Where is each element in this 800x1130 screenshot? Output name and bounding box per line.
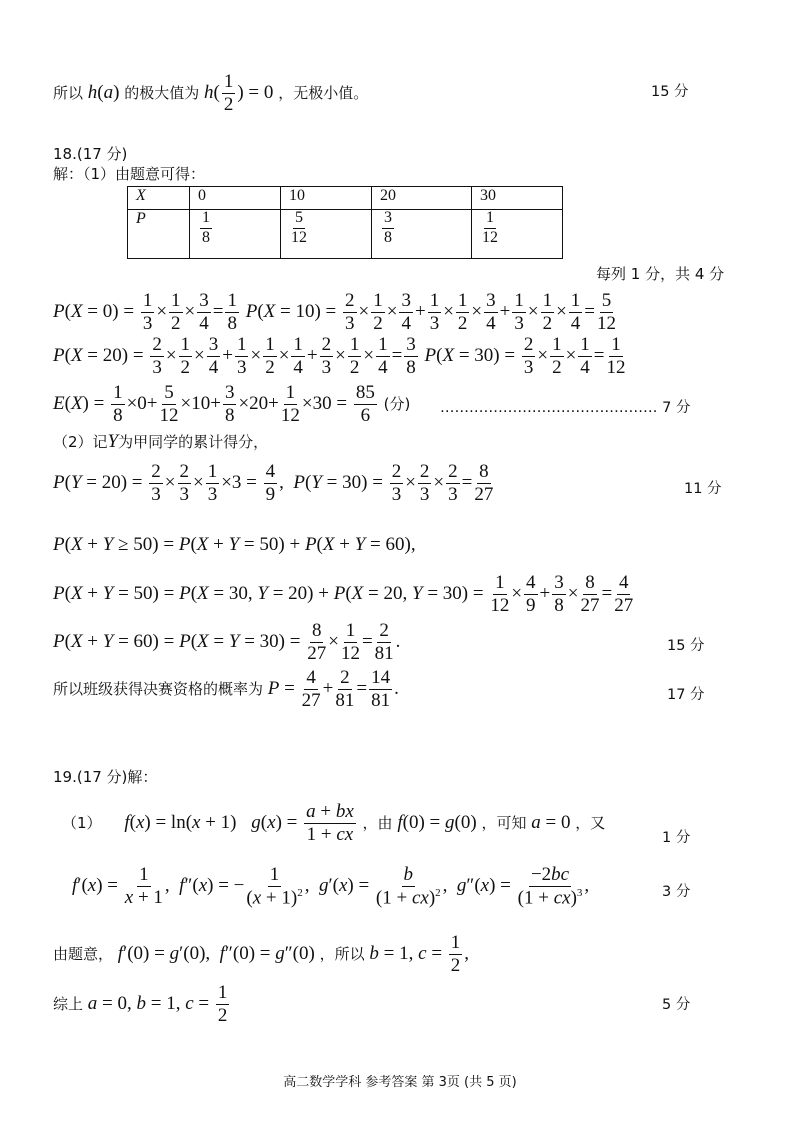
q19-line1: （1） f(x) = ln(x + 1) g(x) = $\frac{a + bx}{1 + cx}$ ，由 f(0) = g(0) ，可知 a = 0 ，又: [62, 801, 606, 845]
q18-conclusion: 所以班级获得决赛资格的概率为 P = $\frac{4}{27}$ + $\frac{2}{81}$ = $\frac{14}{81}$ .: [53, 667, 399, 711]
table-cell: X: [128, 187, 190, 210]
text-suffix: ，无极小值。: [278, 83, 369, 102]
score-3: 3 分: [662, 884, 691, 900]
eq-px20-px30: P(X = 20) = $\frac{2}{3}$ × $\frac{1}{2}$ × $\frac{3}{4}$ + $\frac{1}{3}$ × $\frac{1}{2}$ × $\frac{1}{4}$ + $\frac{2}{3}$ × $\frac{1}{2}$ × $\frac{1}{4}$ = $\frac{3}{8}$ P(X = 30) = $\frac{2}{3}$ × $\frac{1}{2}$ × $\frac{1}{4}$ = $\frac{1}{12}$: [53, 334, 626, 378]
q18-heading: 18.(17 分): [53, 145, 128, 163]
text-middle: 的极大值为: [124, 83, 200, 102]
table-cell: 10: [281, 187, 372, 210]
table-cell: 30: [472, 187, 563, 210]
table-score-note: 每列 1 分，共 4 分: [596, 265, 725, 283]
q19-line3: 由题意， f′(0) = g′(0), f″(0) = g″(0) ，所以 b = 1, c = $\frac{1}{2}$ ,: [53, 932, 470, 976]
score-5: 5 分: [662, 997, 691, 1013]
q19-heading: 19.(17 分)解：: [53, 768, 158, 786]
score-7-dots: ……………………………………… 7 分: [440, 400, 691, 416]
q18-part1-intro: 解：（1）由题意可得：: [53, 165, 206, 183]
unit-label: (分): [383, 394, 411, 413]
eq-expectation: E(X) = $\frac{1}{8}$ ×0+ $\frac{5}{12}$ ×10+ $\frac{3}{8}$ ×20+ $\frac{1}{12}$ ×30 = $\frac{85}{6}$ (分): [53, 382, 411, 426]
text-know: ，可知: [481, 813, 527, 832]
table-cell: $\frac{3}{8}$: [372, 210, 472, 259]
text-so: ，所以: [319, 944, 365, 963]
table-cell: 0: [190, 187, 281, 210]
page-footer: 高二数学学科 参考答案 第 3页 (共 5 页): [283, 1075, 517, 1090]
distribution-table: [127, 186, 563, 259]
score-top: 15 分: [651, 84, 689, 100]
table-cell: $\frac{5}{12}$: [281, 210, 372, 259]
text-prefix: 由题意，: [53, 944, 114, 963]
part-label: （1）: [62, 813, 102, 832]
top-conclusion-line: [53, 72, 368, 115]
text-from: ，由: [362, 813, 393, 832]
score-17: 17 分: [667, 687, 705, 703]
text-prefix: （2）记: [53, 433, 108, 451]
q18-part2-intro: （2）记Y为甲同学的累计得分，: [53, 431, 269, 452]
table-cell: P: [128, 210, 190, 259]
text-prefix: 综上: [53, 994, 84, 1013]
score-1: 1 分: [662, 830, 691, 846]
table-row-p: [128, 210, 563, 259]
table-cell: $\frac{1}{8}$: [190, 210, 281, 259]
text-prefix: 所以: [53, 83, 84, 102]
q19-derivatives: f′(x) = $\frac{1}{x + 1}$ , f″(x) = − $\frac{1}{(x + 1)^2}$ , g′(x) = $\frac{b}{(1 + cx)^2}$ , g″(x) = $\frac{-2bc}{(1 + cx)^3}$ ,: [72, 864, 590, 909]
eq-px0-px10: P(X = 0) = $\frac{1}{3}$ × $\frac{1}{2}$ × $\frac{3}{4}$ = $\frac{1}{8}$ P(X = 10) = $\frac{2}{3}$ × $\frac{1}{2}$ × $\frac{3}{4}$ + $\frac{1}{3}$ × $\frac{1}{2}$ × $\frac{3}{4}$ + $\frac{1}{3}$ × $\frac{1}{2}$ × $\frac{1}{4}$ = $\frac{5}{12}$: [53, 290, 616, 334]
eq-py: P(Y = 20) = $\frac{2}{3}$ × $\frac{2}{3}$ × $\frac{1}{3}$ ×3 = $\frac{4}{9}$ , P(Y = 30) = $\frac{2}{3}$ × $\frac{2}{3}$ × $\frac{2}{3}$ = $\frac{8}{27}$: [53, 461, 494, 505]
score-11: 11 分: [684, 481, 722, 497]
text-and: ，又: [575, 813, 606, 832]
math-h-a: h(a): [87, 81, 120, 103]
q19-summary: 综上 a = 0, b = 1, c = $\frac{1}{2}$: [53, 982, 228, 1026]
score-15: 15 分: [667, 638, 705, 654]
eq-sum-60: P(X + Y = 60) = P(X = Y = 30) = $\frac{8}{27}$ × $\frac{1}{12}$ = $\frac{2}{81}$ .: [53, 620, 401, 664]
text-prefix: 所以班级获得决赛资格的概率为: [53, 679, 264, 698]
eq-sum-50: P(X + Y = 50) = P(X = 30, Y = 20) + P(X = 20, Y = 30) = $\frac{1}{12}$ × $\frac{4}{9}$ + $\frac{3}{8}$ × $\frac{8}{27}$ = $\frac{4}{27}$: [53, 572, 634, 616]
table-row-x: [128, 187, 563, 210]
text-suffix: 为甲同学的累计得分，: [118, 433, 269, 451]
table-cell: 20: [372, 187, 472, 210]
eq-sum-ge-50: P(X + Y ≥ 50) = P(X + Y = 50) + P(X + Y = 60),: [53, 534, 416, 555]
table-cell: $\frac{1}{12}$: [472, 210, 563, 259]
math-h-half: h( $\frac{1}{2}$ ) = 0: [204, 71, 274, 115]
